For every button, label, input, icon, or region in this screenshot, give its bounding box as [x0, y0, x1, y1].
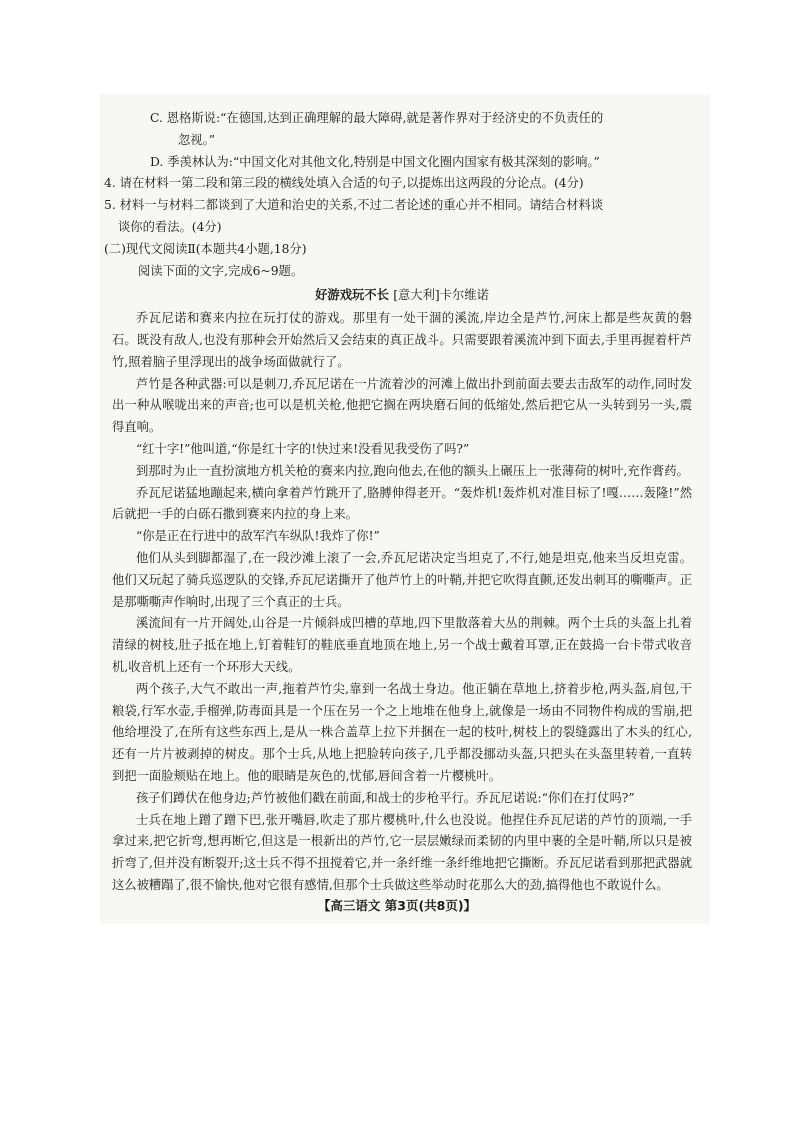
page-footer: 【高三语文 第3页(共8页)】	[317, 898, 477, 913]
story-title-line	[112, 284, 692, 307]
story-paragraph: 溪流间有一片开阔处,山谷是一片倾斜成凹槽的草地,四下里散落着大丛的荆棘。两个士兵的头盔上扎着清绿的树枝,肚子抵在地上,钉着鞋钉的鞋底垂直地顶在地上,另一个战士戴着耳罩,正在鼓捣一台卡带式收音机,收音机上还有一个环形大天线。	[112, 616, 692, 674]
story-paragraph: “你是正在行进中的敌军汽车纵队!我炸了你!”	[136, 529, 380, 544]
question-4: 4. 请在材料一第二段和第三段的横线处填入合适的句子,以提炼出这两段的分论点。(4分)	[104, 176, 584, 191]
story-paragraph: 士兵在地上蹭了蹭下巴,张开嘴唇,吹走了那片樱桃叶,什么也没说。他捏住乔瓦尼诺的芦竹的顶端,一手拿过来,把它折弯,想再断它,但这是一根新出的芦竹,它一层层嫩绿而柔韧的内里中裹的全是叶鞘,所以只是被折弯了,但并没有断裂开;这士兵不得不扭搅着它,并一条纤维一条纤维地把它撕断。乔瓦尼诺看到那把武器就这么被糟蹋了,很不愉快,他对它很有感情,但那个士兵做这些举动时花那么大的劲,搞得他也不敢说什么。	[112, 812, 692, 892]
section-heading: (二)现代文阅读Ⅱ(本题共4小题,18分)	[104, 241, 307, 256]
story-paragraph: 到那时为止一直扮演地方机关枪的赛来内拉,跑向他去,在他的额头上碾压上一张薄荷的树叶,充作膏药。	[136, 463, 689, 478]
question-5-continuation: 谈你的看法。(4分)	[118, 219, 222, 234]
option-d: D. 季羡林认为:“中国文化对其他文化,特别是中国文化圈内国家有极其深刻的影响。”	[150, 154, 600, 169]
story-paragraph: “红十字!”他叫道,“你是红十字的!快过来!没看见我受伤了吗?”	[136, 441, 470, 456]
option-c-continuation: 忽视。”	[178, 132, 216, 147]
page-content	[104, 108, 692, 897]
question-5: 5. 材料一与材料二都谈到了大道和治史的关系,不过二者论述的重心并不相同。请结合材料谈	[104, 198, 604, 213]
story-title: 好游戏玩不长	[315, 287, 389, 303]
story-paragraph: 两个孩子,大气不敢出一声,拖着芦竹尖,靠到一名战士身边。他正躺在草地上,挤着步枪,两头盔,肩包,干粮袋,行军水壶,手榴弹,防毒面具是一个压在另一个之上地堆在他身上,就像是一场由不同物件构成的雪崩,把他给埋没了,在所有这些东西上,是从一株合盖草上拉下并捆在一起的枝叶,树枝上的裂缝露出了木头的红心,还有一片片被剥掉的树皮。那个士兵,从地上把脸转向孩子,几乎都没挪动头盔,只把头在头盔里转着,一直转到把一面脸颊贴在地上。他的眼睛是灰色的,忧郁,唇间含着一片樱桃叶。	[112, 681, 692, 783]
story-paragraph: 乔瓦尼诺猛地蹦起来,横向拿着芦竹跳开了,胳膊伸得老开。“轰炸机!轰炸机对准目标了!嘎……轰隆!”然后就把一手的白砾石撒到赛来内拉的身上来。	[112, 485, 692, 522]
section-instruction: 阅读下面的文字,完成6~9题。	[138, 263, 304, 278]
story-paragraph: 他们从头到脚都湿了,在一段沙滩上滚了一会,乔瓦尼诺决定当坦克了,不行,她是坦克,他来当反坦克雷。他们又玩起了骑兵巡逻队的交锋,乔瓦尼诺撕开了他芦竹上的叶鞘,并把它吹得直颤,还发出刺耳的嘶嘶声。正是那嘶嘶声作响时,出现了三个真正的士兵。	[112, 550, 692, 609]
story-paragraph: 芦竹是各种武器:可以是刺刀,乔瓦尼诺在一片流着沙的河滩上做出扑到前面去要去击敌军的动作,同时发出一种从喉咙出来的声音;也可以是机关枪,他把它搁在两块磨石间的低缩处,然后把它从一头转到另一头,震得直响。	[112, 376, 692, 435]
story-author: [意大利]卡尔维诺	[393, 288, 489, 303]
option-c	[112, 108, 692, 130]
story-paragraph: 孩子们蹲伏在他身边;芦竹被他们戳在前面,和战士的步枪平行。乔瓦尼诺说:“你们在打仗吗?”	[136, 790, 635, 805]
story-paragraph: 乔瓦尼诺和赛来内拉在玩打仗的游戏。那里有一处干涸的溪流,岸边全是芦竹,河床上都是些灰黄的磐石。既没有敌人,也没有那种会开始然后又会结束的真正战斗。只需要跟着溪流冲到下面去,手里再握着杆芦竹,照着脑子里浮现出的战争场面做就行了。	[112, 311, 692, 369]
option-c-line1: C. 恩格斯说:“在德国,达到正确理解的最大障碍,就是著作界对于经济史的不负责任的	[150, 111, 604, 125]
